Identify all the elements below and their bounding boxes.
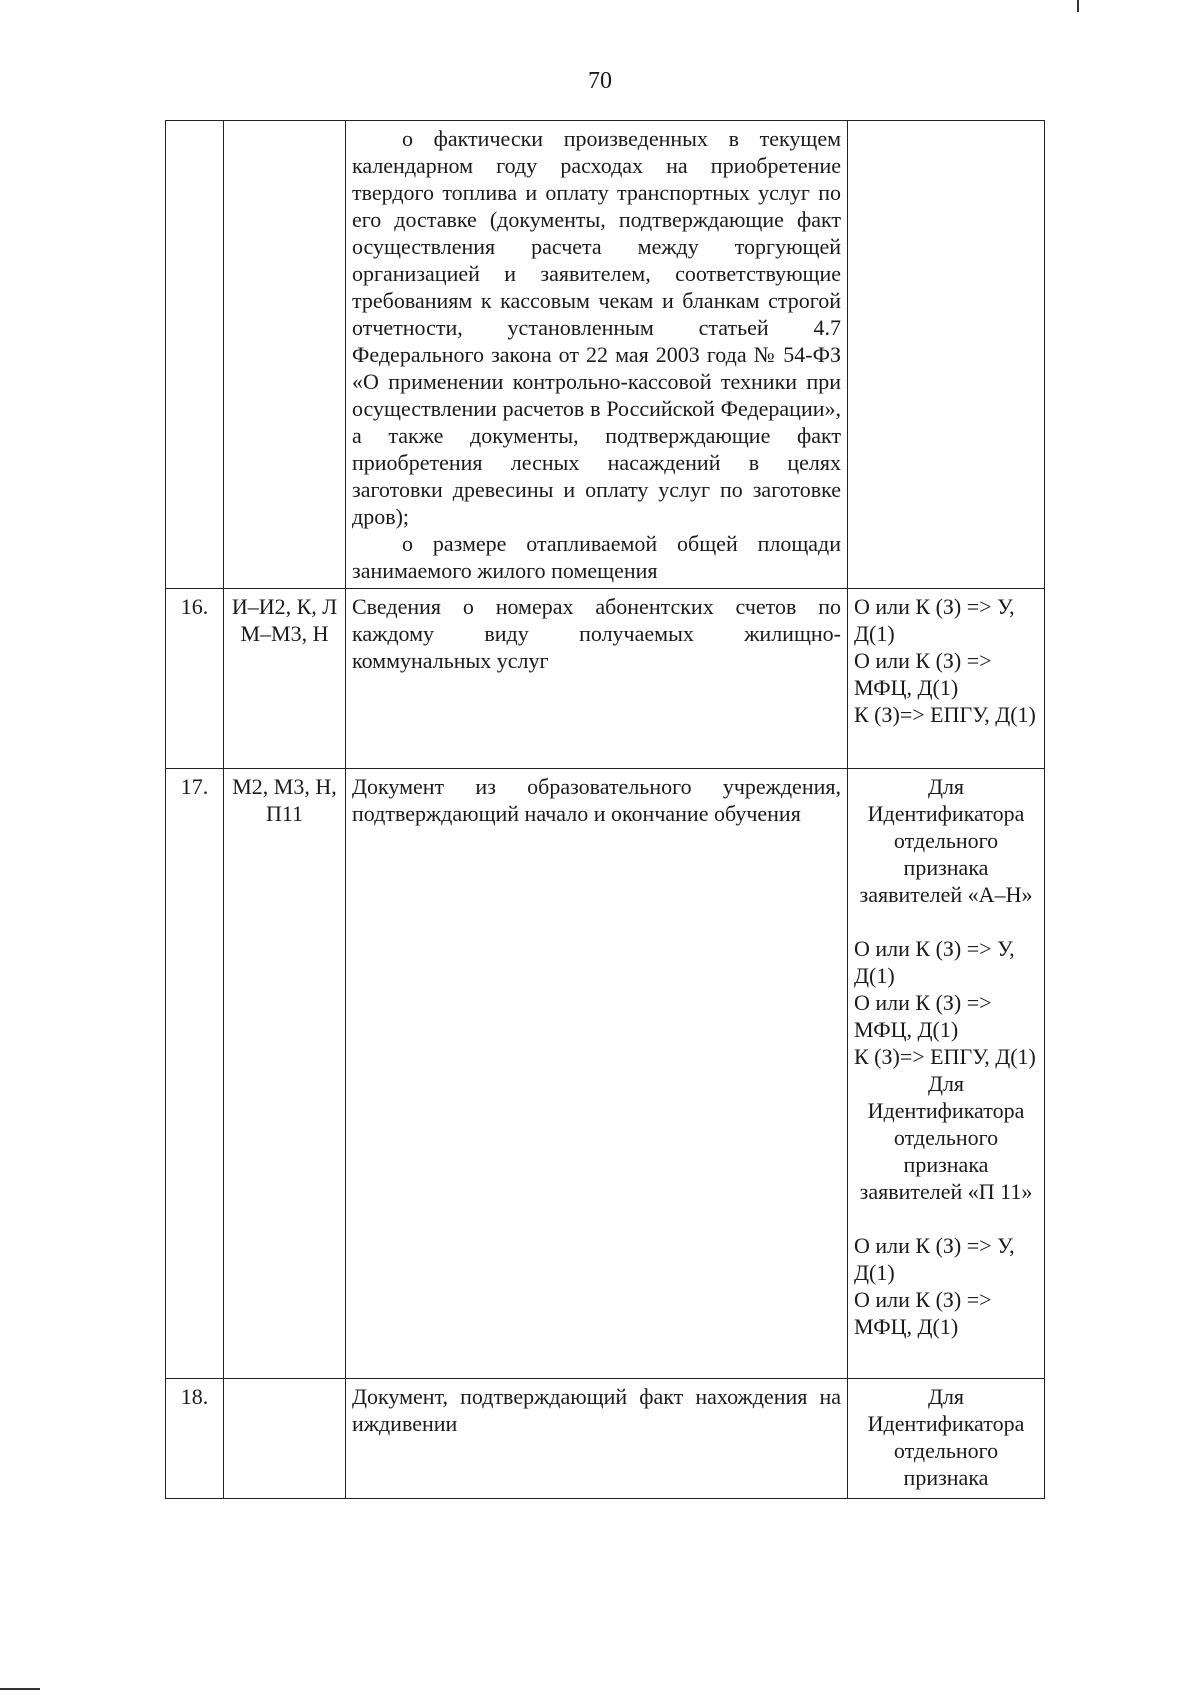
row-notes xyxy=(848,769,1045,1379)
row-number: 17. xyxy=(166,769,224,1379)
description-paragraph: Документ из образовательного учреждения, подтверждающий начало и окончание обучения xyxy=(352,774,841,826)
description-paragraph: о фактически произведенных в текущем календарном году расходах на приобретение твердого топлива и оплату транспортных услуг по его доставке (документы, подтверждающие факт осуществления расчета между торгующей организацией и заявителем, соответствующие требованиям к кассовым чекам и бланкам строгой отчетности, установленным статьей 4.7 Федерального закона от 22 мая 2003 года № 54-ФЗ «О применении контрольно-кассовой техники при осуществлении расчетов в Российской Федерации», а также документы, подтверждающие факт приобретения лесных насаждений в целях заготовки древесины и оплату услуг по заготовке дров); xyxy=(352,126,841,529)
table-row xyxy=(166,769,1045,1379)
description-paragraph: Сведения о номерах абонентских счетов по каждому виду получаемых жилищно-коммунальных услуг xyxy=(352,594,841,673)
delivery-option: О или К (З) => МФЦ, Д(1) xyxy=(854,1287,992,1339)
row-number: 18. xyxy=(166,1379,224,1499)
row-notes xyxy=(848,589,1045,769)
table-row xyxy=(166,589,1045,769)
description-paragraph: Документ, подтверждающий факт нахождения на иждивении xyxy=(352,1384,841,1436)
row-description xyxy=(346,121,848,589)
row-codes: И–И2, К, Л М–М3, Н xyxy=(224,589,346,769)
table-row xyxy=(166,121,1045,589)
row-number: 16. xyxy=(166,589,224,769)
delivery-option: О или К (З) => У, Д(1) xyxy=(854,594,1015,646)
delivery-option: О или К (З) => У, Д(1) xyxy=(854,936,1015,988)
row-codes xyxy=(224,121,346,589)
row-description xyxy=(346,1379,848,1499)
scan-mark xyxy=(0,1688,40,1690)
row-notes xyxy=(848,121,1045,589)
row-description xyxy=(346,589,848,769)
row-codes xyxy=(224,1379,346,1499)
identifier-title: Для Идентификатора отдельного признака заявителей «А–Н» xyxy=(859,774,1033,907)
documents-table xyxy=(165,120,1045,1499)
page-number: 70 xyxy=(588,68,612,94)
row-description xyxy=(346,769,848,1379)
description-paragraph: о размере отапливаемой общей площади занимаемого жилого помещения xyxy=(352,531,841,583)
delivery-option: К (З)=> ЕПГУ, Д(1) xyxy=(854,1044,1036,1069)
delivery-option: О или К (З) => МФЦ, Д(1) xyxy=(854,990,992,1042)
scan-mark xyxy=(1077,0,1079,12)
row-codes: М2, М3, Н, П11 xyxy=(224,769,346,1379)
delivery-option: О или К (З) => У, Д(1) xyxy=(854,1233,1015,1285)
delivery-option: К (З)=> ЕПГУ, Д(1) xyxy=(854,702,1036,727)
identifier-title: Для Идентификатора отдельного признака заявителей «П 11» xyxy=(859,1071,1033,1204)
delivery-option: О или К (З) => МФЦ, Д(1) xyxy=(854,648,992,700)
row-number xyxy=(166,121,224,589)
table-row xyxy=(166,1379,1045,1499)
identifier-title: Для Идентификатора отдельного признака xyxy=(867,1384,1025,1490)
row-notes xyxy=(848,1379,1045,1499)
